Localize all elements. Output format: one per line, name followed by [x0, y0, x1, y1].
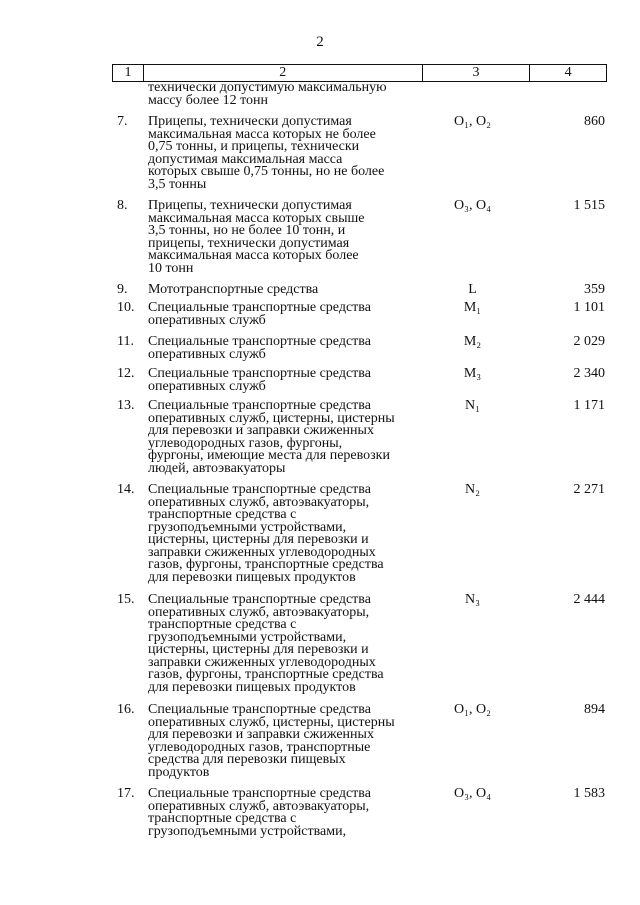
description-line: для перевозки и заправки сжиженных: [148, 423, 374, 438]
description-line: оперативных служб, цистерны, цистерны: [148, 714, 395, 730]
row-category: N₁: [465, 398, 480, 413]
row-description: [148, 400, 423, 475]
row-category: M₂: [463, 334, 482, 349]
description-line: прицепы, технически допустимая: [148, 235, 350, 251]
description-line: оперативных служб: [148, 378, 266, 394]
row-number: 11.: [117, 334, 134, 349]
description-line: углеводородных газов, фургоны,: [148, 435, 343, 451]
row-category: O₃, O₄: [454, 786, 491, 801]
description-line: Специальные транспортные средства: [148, 334, 371, 349]
row-category: O₃, O₄: [454, 198, 491, 213]
row-number: 9.: [117, 282, 128, 297]
row-value: 2 029: [573, 334, 605, 349]
row-value: 1 171: [573, 398, 605, 413]
description-line: грузоподъемными устройствами,: [148, 823, 347, 839]
row-number: 15.: [117, 592, 135, 607]
description-line: Прицепы, технически допустимая: [148, 198, 352, 213]
row-description: [148, 788, 423, 838]
page-number: 2: [316, 34, 324, 50]
description-line: углеводородных газов, транспортные: [148, 739, 371, 755]
description-line: оперативных служб: [148, 346, 266, 362]
description-line: фургоны, имеющие места для перевозки: [148, 448, 390, 463]
row-value: 2 271: [573, 482, 605, 497]
row-number: 7.: [117, 114, 128, 129]
row-description: [148, 284, 423, 297]
description-line: Специальные транспортные средства: [148, 702, 371, 717]
description-line: Специальные транспортные средства: [148, 592, 371, 607]
description-line: Специальные транспортные средства: [148, 482, 371, 497]
row-number: 14.: [117, 482, 135, 497]
description-line: средства для перевозки пищевых: [148, 752, 346, 767]
row-category: N₃: [465, 592, 480, 607]
row-value: 1 515: [573, 198, 605, 213]
description-line: Специальные транспортные средства: [148, 300, 371, 315]
header-col-3: 3: [423, 65, 531, 81]
header-col-2: 2: [144, 65, 423, 81]
continuation-line: технически допустимую максимальную: [148, 80, 387, 95]
row-number: 17.: [117, 786, 135, 801]
description-line: цистерны, цистерны для перевозки и: [148, 532, 369, 547]
row-value: 2 444: [573, 592, 605, 607]
row-description: [148, 594, 423, 694]
description-line: Специальные транспортные средства: [148, 366, 371, 381]
description-line: людей, автоэвакуаторы: [148, 460, 286, 476]
row-category: O₁, O₂: [454, 114, 491, 129]
description-line: максимальная масса которых свыше: [148, 210, 365, 226]
row-description: [148, 116, 423, 191]
description-line: для перевозки пищевых продуктов: [148, 569, 356, 585]
description-line: максимальная масса которых более: [148, 248, 359, 263]
row-description: [148, 368, 423, 393]
row-value: 359: [584, 282, 605, 297]
row-category: M₃: [463, 366, 482, 381]
description-line: газов, фургоны, транспортные средства: [148, 667, 384, 682]
description-line: допустимая максимальная масса: [148, 151, 343, 167]
row-value: 1 583: [573, 786, 605, 801]
description-line: 3,5 тонны: [148, 176, 207, 192]
description-line: которых свыше 0,75 тонны, но не более: [148, 164, 385, 179]
description-line: 3,5 тонны, но не более 10 тонн, и: [148, 223, 346, 238]
row-number: 13.: [117, 398, 135, 413]
row-description: [148, 302, 423, 327]
description-line: заправки сжиженных углеводородных: [148, 654, 376, 670]
row-number: 10.: [117, 300, 135, 315]
description-line: для перевозки пищевых продуктов: [148, 679, 356, 695]
description-line: транспортные средства с: [148, 811, 297, 826]
description-line: оперативных служб, автоэвакуаторы,: [148, 798, 370, 814]
continuation-line: массу более 12 тонн: [148, 92, 268, 108]
description-line: продуктов: [148, 764, 210, 780]
row-value: 1 101: [573, 300, 605, 315]
row-value: 860: [584, 114, 605, 129]
description-line: для перевозки и заправки сжиженных: [148, 727, 374, 742]
description-line: Мототранспортные средства: [148, 282, 319, 297]
row-description: [148, 704, 423, 779]
description-line: оперативных служб: [148, 312, 266, 328]
continuation-text: [148, 82, 423, 107]
description-line: оперативных служб, автоэвакуаторы,: [148, 604, 370, 620]
row-description: [148, 200, 423, 275]
description-line: заправки сжиженных углеводородных: [148, 544, 376, 560]
header-col-1: 1: [113, 65, 144, 81]
row-number: 12.: [117, 366, 135, 381]
row-value: 2 340: [573, 366, 605, 381]
description-line: максимальная масса которых не более: [148, 126, 376, 142]
row-category: N₂: [465, 482, 480, 497]
description-line: Специальные транспортные средства: [148, 786, 371, 801]
row-description: [148, 484, 423, 584]
description-line: цистерны, цистерны для перевозки и: [148, 642, 369, 657]
row-number: 8.: [117, 198, 128, 213]
description-line: 0,75 тонны, и прицепы, технически: [148, 139, 360, 154]
row-category: O₁, O₂: [454, 702, 491, 717]
description-line: грузоподъемными устройствами,: [148, 629, 347, 645]
header-col-4: 4: [564, 65, 572, 80]
description-line: Прицепы, технически допустимая: [148, 114, 352, 129]
description-line: транспортные средства с: [148, 507, 297, 522]
row-number: 16.: [117, 702, 135, 717]
description-line: 10 тонн: [148, 260, 194, 276]
row-category: L: [468, 282, 477, 297]
row-value: 894: [584, 702, 605, 717]
row-description: [148, 336, 423, 361]
description-line: грузоподъемными устройствами,: [148, 519, 347, 535]
description-line: газов, фургоны, транспортные средства: [148, 557, 384, 572]
description-line: оперативных служб, автоэвакуаторы,: [148, 494, 370, 510]
description-line: оперативных служб, цистерны, цистерны: [148, 410, 395, 426]
row-category: M₁: [463, 300, 482, 315]
description-line: транспортные средства с: [148, 617, 297, 632]
description-line: Специальные транспортные средства: [148, 398, 371, 413]
